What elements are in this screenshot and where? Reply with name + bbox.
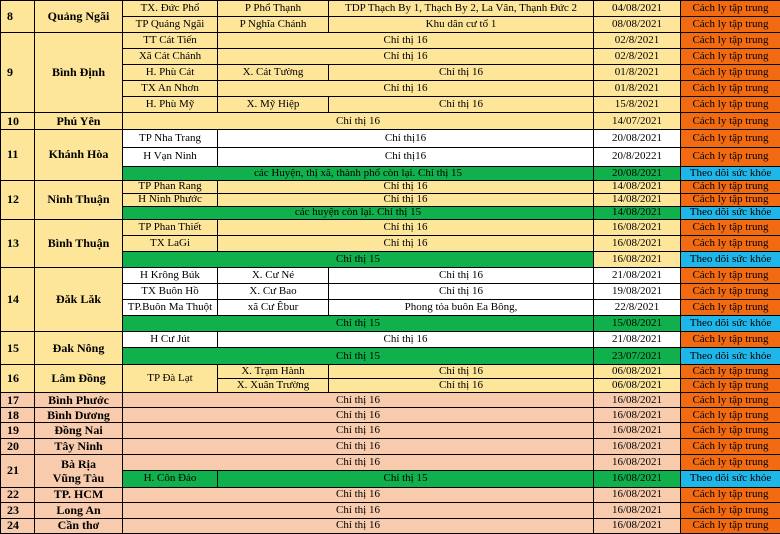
status-cell: Cách ly tập trung xyxy=(681,49,780,65)
measure-cell: Chỉ thị 16 xyxy=(218,219,594,235)
date-cell: 14/08/2021 xyxy=(594,206,681,219)
ward-cell: xã Cư Êbur xyxy=(218,299,329,315)
status-cell: Theo dõi sức khỏe xyxy=(681,251,780,267)
date-cell: 14/08/2021 xyxy=(594,193,681,206)
province-number: 22 xyxy=(1,487,35,502)
status-cell: Cách ly tập trung xyxy=(681,235,780,251)
measure-cell: Chỉ thị 15 xyxy=(123,251,594,267)
table-row xyxy=(1,439,780,455)
measure-cell: Chỉ thị 16 xyxy=(329,97,594,113)
table-row xyxy=(1,518,780,533)
province-number: 18 xyxy=(1,408,35,423)
measure-cell: các huyện còn lại. Chỉ thị 15 xyxy=(123,206,594,219)
measure-cell: Chỉ thị 16 xyxy=(123,393,594,408)
province-number: 21 xyxy=(1,455,35,487)
status-cell: Cách ly tập trung xyxy=(681,17,780,33)
province-name: Bình Dương xyxy=(35,408,123,423)
measure-cell: Chỉ thị 16 xyxy=(329,65,594,81)
date-cell: 16/08/2021 xyxy=(594,455,681,471)
status-cell: Cách ly tập trung xyxy=(681,219,780,235)
district-cell: TX. Đức Phổ xyxy=(123,1,218,17)
table-row xyxy=(1,33,780,49)
date-cell: 21/08/2021 xyxy=(594,332,681,348)
province-name: Tây Ninh xyxy=(35,439,123,455)
province-number: 17 xyxy=(1,393,35,408)
measure-cell: Chỉ thị 16 xyxy=(218,33,594,49)
status-cell: Cách ly tập trung xyxy=(681,487,780,502)
province-number: 24 xyxy=(1,518,35,533)
date-cell: 16/08/2021 xyxy=(594,393,681,408)
ward-cell: X. Mỹ Hiệp xyxy=(218,97,329,113)
date-cell: 15/8/2021 xyxy=(594,97,681,113)
table-row xyxy=(1,487,780,502)
date-cell: 21/08/2021 xyxy=(594,267,681,283)
province-name: Đồng Nai xyxy=(35,423,123,439)
district-cell: TP Nha Trang xyxy=(123,130,218,148)
measure-cell: Chỉ thị 16 xyxy=(123,487,594,502)
district-cell: TX Buôn Hồ xyxy=(123,283,218,299)
measure-cell: Chỉ thị 16 xyxy=(329,283,594,299)
measure-cell: Chỉ thị 16 xyxy=(123,113,594,130)
district-cell: TP Phan Rang xyxy=(123,180,218,193)
date-cell: 16/08/2021 xyxy=(594,502,681,518)
district-cell: TP Quảng Ngãi xyxy=(123,17,218,33)
table-row xyxy=(1,180,780,193)
table-row xyxy=(1,502,780,518)
ward-cell: X. Cư Né xyxy=(218,267,329,283)
status-cell: Cách ly tập trung xyxy=(681,393,780,408)
status-cell: Cách ly tập trung xyxy=(681,299,780,315)
measure-cell: Chỉ thị16 xyxy=(218,130,594,148)
date-cell: 04/08/2021 xyxy=(594,1,681,17)
district-cell: H Cư Jút xyxy=(123,332,218,348)
table-row xyxy=(1,113,780,130)
measure-cell: Chỉ thị 16 xyxy=(123,408,594,423)
status-cell: Theo dõi sức khỏe xyxy=(681,315,780,331)
table-row xyxy=(1,365,780,379)
table-row xyxy=(1,332,780,348)
date-cell: 15/08/2021 xyxy=(594,315,681,331)
status-cell: Theo dõi sức khỏe xyxy=(681,348,780,365)
date-cell: 02/8/2021 xyxy=(594,33,681,49)
date-cell: 16/08/2021 xyxy=(594,518,681,533)
status-cell: Cách ly tập trung xyxy=(681,65,780,81)
province-name xyxy=(35,455,123,487)
measure-cell: Chỉ thị 15 xyxy=(123,315,594,331)
district-cell: TP Phan Thiết xyxy=(123,219,218,235)
measure-cell: Chỉ thị 15 xyxy=(218,471,594,487)
table-row xyxy=(1,267,780,283)
district-cell: H. Phù Mỹ xyxy=(123,97,218,113)
status-cell: Cách ly tập trung xyxy=(681,33,780,49)
status-cell: Cách ly tập trung xyxy=(681,439,780,455)
status-cell: Cách ly tập trung xyxy=(681,332,780,348)
status-cell: Theo dõi sức khỏe xyxy=(681,206,780,219)
district-cell: H. Phù Cát xyxy=(123,65,218,81)
date-cell: 14/08/2021 xyxy=(594,180,681,193)
status-cell: Cách ly tập trung xyxy=(681,180,780,193)
measure-cell: Chỉ thị 16 xyxy=(218,332,594,348)
status-cell: Cách ly tập trung xyxy=(681,113,780,130)
province-number: 14 xyxy=(1,267,35,331)
province-name-line2: Vũng Tàu xyxy=(52,470,105,485)
district-cell: TT Cát Tiến xyxy=(123,33,218,49)
province-name: TP. HCM xyxy=(35,487,123,502)
province-number: 16 xyxy=(1,365,35,393)
measure-cell: Chỉ thị 16 xyxy=(329,365,594,379)
measure-cell: TDP Thạch By 1, Thạch By 2, La Vân, Thạnh Đức 2 xyxy=(329,1,594,17)
status-cell: Cách ly tập trung xyxy=(681,518,780,533)
date-cell: 20/08/2021 xyxy=(594,130,681,148)
date-cell: 02/8/2021 xyxy=(594,49,681,65)
province-number: 20 xyxy=(1,439,35,455)
status-cell: Cách ly tập trung xyxy=(681,283,780,299)
province-name: Lâm Đồng xyxy=(35,365,123,393)
province-number: 12 xyxy=(1,180,35,219)
province-name: Cần thơ xyxy=(35,518,123,533)
date-cell: 06/08/2021 xyxy=(594,365,681,379)
status-cell: Cách ly tập trung xyxy=(681,148,780,166)
status-cell: Cách ly tập trung xyxy=(681,408,780,423)
province-number: 11 xyxy=(1,130,35,180)
date-cell: 19/08/2021 xyxy=(594,283,681,299)
status-cell: Theo dõi sức khỏe xyxy=(681,166,780,180)
measure-cell: Chỉ thị 16 xyxy=(218,49,594,65)
status-cell: Cách ly tập trung xyxy=(681,1,780,17)
measure-cell: Chỉ thị 16 xyxy=(218,193,594,206)
date-cell: 06/08/2021 xyxy=(594,379,681,393)
district-cell: TX LaGi xyxy=(123,235,218,251)
province-name: Khánh Hòa xyxy=(35,130,123,180)
province-name: Đak Nông xyxy=(35,332,123,365)
province-number: 19 xyxy=(1,423,35,439)
date-cell: 20/08/2021 xyxy=(594,166,681,180)
date-cell: 16/08/2021 xyxy=(594,251,681,267)
table-row xyxy=(1,423,780,439)
status-cell: Cách ly tập trung xyxy=(681,502,780,518)
date-cell: 01/8/2021 xyxy=(594,65,681,81)
status-cell: Cách ly tập trung xyxy=(681,81,780,97)
measure-cell: Chỉ thị 16 xyxy=(218,81,594,97)
district-cell: TP.Buôn Ma Thuột xyxy=(123,299,218,315)
status-cell: Cách ly tập trung xyxy=(681,379,780,393)
table-row xyxy=(1,408,780,423)
measure-cell: Phong tỏa buôn Ea Bông, xyxy=(329,299,594,315)
province-name: Bình Phước xyxy=(35,393,123,408)
status-cell: Cách ly tập trung xyxy=(681,130,780,148)
measure-cell: Chỉ thị 16 xyxy=(123,518,594,533)
date-cell: 20/8/20221 xyxy=(594,148,681,166)
measure-cell: các Huyện, thị xã, thành phố còn lại. Chỉ thị 15 xyxy=(123,166,594,180)
status-cell: Cách ly tập trung xyxy=(681,97,780,113)
ward-cell: P Nghĩa Chánh xyxy=(218,17,329,33)
status-cell: Cách ly tập trung xyxy=(681,423,780,439)
date-cell: 16/08/2021 xyxy=(594,423,681,439)
date-cell: 16/08/2021 xyxy=(594,471,681,487)
measure-cell: Chỉ thị 16 xyxy=(329,379,594,393)
table-row xyxy=(1,455,780,471)
date-cell: 16/08/2021 xyxy=(594,219,681,235)
province-number: 8 xyxy=(1,1,35,33)
status-cell: Cách ly tập trung xyxy=(681,365,780,379)
district-cell: TP Đà Lạt xyxy=(123,365,218,393)
measure-cell: Chỉ thị 16 xyxy=(123,502,594,518)
district-cell: H Vạn Ninh xyxy=(123,148,218,166)
ward-cell: X. Cát Tường xyxy=(218,65,329,81)
ward-cell: X. Cư Bao xyxy=(218,283,329,299)
province-number: 13 xyxy=(1,219,35,267)
measure-cell: Chỉ thị 16 xyxy=(123,439,594,455)
status-cell: Theo dõi sức khỏe xyxy=(681,471,780,487)
district-cell: H Ninh Phước xyxy=(123,193,218,206)
province-name-line1: Bà Rịa xyxy=(60,456,96,471)
date-cell: 01/8/2021 xyxy=(594,81,681,97)
province-name: Bình Định xyxy=(35,33,123,113)
measure-cell: Chỉ thị 16 xyxy=(123,455,594,471)
status-cell: Cách ly tập trung xyxy=(681,455,780,471)
province-number: 15 xyxy=(1,332,35,365)
district-cell: H. Côn Đảo xyxy=(123,471,218,487)
table-row xyxy=(1,219,780,235)
date-cell: 16/08/2021 xyxy=(594,235,681,251)
table-row xyxy=(1,1,780,17)
measure-cell: Chỉ thị 16 xyxy=(218,180,594,193)
province-number: 10 xyxy=(1,113,35,130)
measure-cell: Chỉ thị16 xyxy=(218,148,594,166)
date-cell: 16/08/2021 xyxy=(594,408,681,423)
date-cell: 14/07/2021 xyxy=(594,113,681,130)
measure-cell: Chỉ thị 16 xyxy=(218,235,594,251)
ward-cell: P Phổ Thạnh xyxy=(218,1,329,17)
table-row xyxy=(1,393,780,408)
date-cell: 16/08/2021 xyxy=(594,439,681,455)
district-cell: H Krông Búk xyxy=(123,267,218,283)
ward-cell: X. Xuân Trường xyxy=(218,379,329,393)
province-name: Đăk Lăk xyxy=(35,267,123,331)
date-cell: 08/08/2021 xyxy=(594,17,681,33)
district-cell: TX An Nhơn xyxy=(123,81,218,97)
province-name: Quảng Ngãi xyxy=(35,1,123,33)
province-name: Ninh Thuận xyxy=(35,180,123,219)
measure-cell: Chỉ thị 16 xyxy=(123,423,594,439)
date-cell: 16/08/2021 xyxy=(594,487,681,502)
ward-cell: X. Trạm Hành xyxy=(218,365,329,379)
province-number: 9 xyxy=(1,33,35,113)
measure-cell: Chỉ thị 16 xyxy=(329,267,594,283)
province-name: Bình Thuận xyxy=(35,219,123,267)
date-cell: 23/07/2021 xyxy=(594,348,681,365)
status-cell: Cách ly tập trung xyxy=(681,267,780,283)
status-cell: Cách ly tập trung xyxy=(681,193,780,206)
province-name: Phú Yên xyxy=(35,113,123,130)
measure-cell: Chỉ thị 15 xyxy=(123,348,594,365)
measure-cell: Khu dân cư tổ 1 xyxy=(329,17,594,33)
date-cell: 22/8/2021 xyxy=(594,299,681,315)
province-name: Long An xyxy=(35,502,123,518)
district-cell: Xã Cát Chánh xyxy=(123,49,218,65)
province-number: 23 xyxy=(1,502,35,518)
table-row xyxy=(1,130,780,148)
